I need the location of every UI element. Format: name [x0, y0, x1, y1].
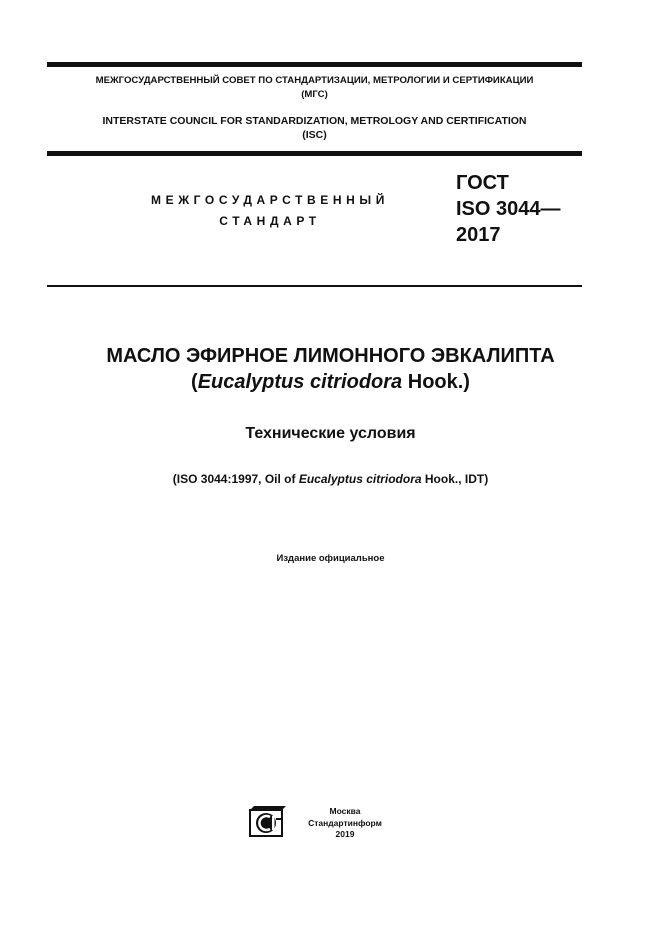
- publisher-name: Стандартинформ: [308, 817, 382, 828]
- publisher-year: 2019: [335, 829, 355, 839]
- title-paren: (: [191, 371, 198, 393]
- iso-reference: [0, 472, 661, 486]
- standard-type-line2: СТАНДАРТ: [219, 214, 321, 228]
- gost-label: ГОСТ: [456, 172, 509, 194]
- title-line2: [0, 369, 661, 395]
- document-subtitle: Технические условия: [245, 425, 416, 442]
- council-abbr-ru: (МГС): [301, 89, 328, 100]
- publisher-block: [295, 806, 395, 841]
- edition-note: Издание официальное: [276, 553, 385, 564]
- iso-suffix: Hook., IDT): [421, 472, 489, 486]
- header-rule: [47, 151, 582, 156]
- iso-species: Eucalyptus citriodora: [298, 472, 422, 486]
- document-title: [0, 343, 661, 395]
- council-name-ru-line: МЕЖГОСУДАРСТВЕННЫЙ СОВЕТ ПО СТАНДАРТИЗАЦИИ, МЕТРОЛОГИИ И СЕРТИФИКАЦИИ: [95, 75, 534, 86]
- title-line1: МАСЛО ЭФИРНОЕ ЛИМОННОГО ЭВКАЛИПТА: [106, 345, 555, 367]
- council-name-ru: [47, 74, 582, 102]
- standard-type-line1: МЕЖГОСУДАРСТВЕННЫЙ: [151, 193, 389, 207]
- title-author: Hook.): [402, 371, 470, 393]
- standartinform-logo-icon: [248, 806, 288, 838]
- title-species: Eucalyptus citriodora: [197, 371, 403, 393]
- gost-designation: [456, 170, 561, 248]
- council-name-en-line: INTERSTATE COUNCIL FOR STANDARDIZATION, METROLOGY AND CERTIFICATION: [102, 115, 527, 127]
- gost-year: 2017: [456, 224, 501, 246]
- top-rule: [47, 62, 582, 67]
- council-name-en: [47, 114, 582, 142]
- standard-type-label: [140, 190, 400, 232]
- publisher-city: Москва: [329, 806, 361, 816]
- gost-number: ISO 3044—: [456, 198, 561, 220]
- council-abbr-en: (ISC): [302, 129, 327, 141]
- iso-prefix: (ISO 3044:1997, Oil of: [172, 472, 299, 486]
- designation-rule: [47, 285, 582, 287]
